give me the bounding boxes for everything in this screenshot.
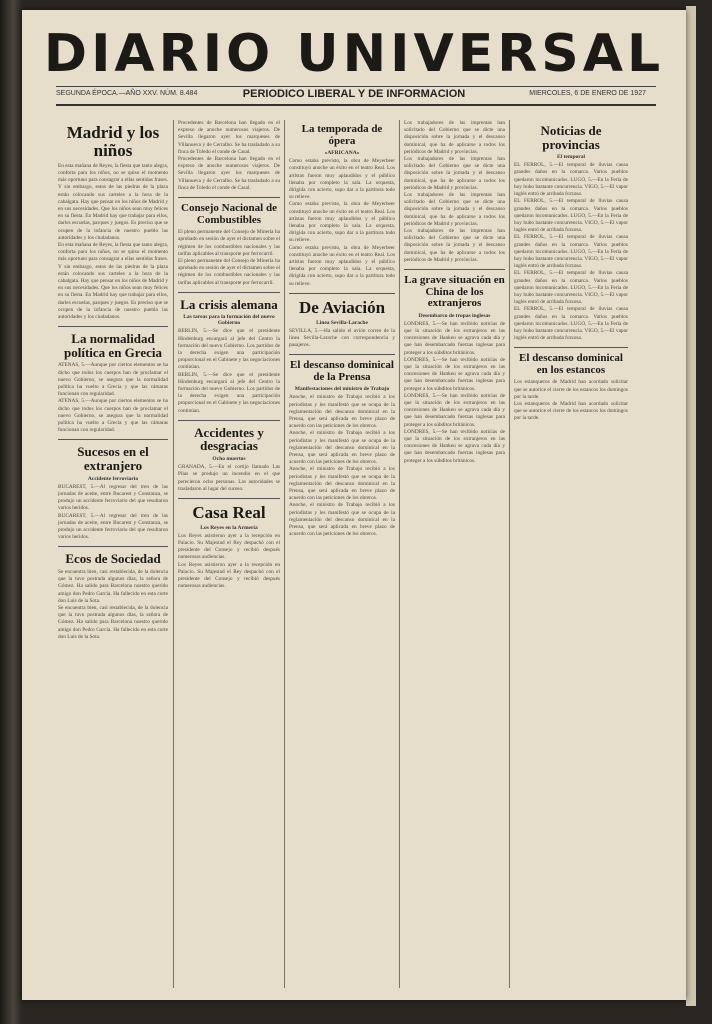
headline-casa-real: Casa Real (192, 502, 266, 522)
subheading: Las tareas para la formación del nuevo Gobierno (183, 314, 275, 327)
column-rule (509, 120, 510, 988)
article-text: Los trabajadores de las imprentas han solicitado del Gobierno que se dicte una disposición sobre la jornada y el descanso dominical, que ha de aplicarse a todos los periódicos de Madrid y provincias. (404, 228, 505, 263)
article-text: GRANADA, 5.—En el cortijo llamado Las Pilas se produjo un incendio en el que perecieron ocho personas. Las autoridades se trasladaron al lugar del suceso. (178, 464, 280, 492)
headline-ecos-sociedad: Ecos de Sociedad (65, 551, 161, 567)
subheading: Accidente ferroviario (87, 475, 139, 482)
article-text: El pleno permanente del Consejo de Minería ha aprobado en sesión de ayer el dictamen sobre el régimen de los combustibles nacionales y las tarifas aplicables al transporte por ferrocarril. (178, 257, 280, 286)
article-text: En esta mañana de Reyes, la fiesta que tanto alegra, conforta para los niños, no se quiso el momento más oportuno para consagrar a ellas sentidas frases. Y sin embargo, estos de las piedras de la plaza están colocando sus carteles a la hora de la cabalgata. Hay que pensar en los niños de Madrid y en sus necesidades. Que los niños sean muy felices en su fiesta. En Madrid hay que trabajar para ellos, darles escuelas, parques y juegos. Es preciso que se ocupen de la infancia de nuestro pueblo las autoridades y los ciudadanos. (58, 241, 168, 320)
article-text: Se encuentra bien, casi restablecida, de la dolencia que la tuvo postrada algunos días, la señora de Gómez. Ha salido para Barcelona nuestro querido amigo don Pedro García. Ha fallecido en esta corte don Luis de la Sota. (58, 605, 168, 640)
headline-descanso-estancos: El descanso dominical en los estancos (519, 352, 623, 376)
article-text: ATENAS, 5.—Aunque por ciertos elementos se ha dicho que todos los cuerpos han de proclamar el nuevo Gobierno, se asegura que la normalidad política ha vuelto a Grecia y que las cámaras funcionan con regularidad. (58, 398, 168, 434)
article-text: EL FERROL, 5.—El temporal de lluvias causa grandes daños en la comarca. Varios pueblos quedaron incomunicados. LUGO, 5.—En la Feria de hoy hubo bastante concurrencia. VIGO, 5.—El vapor inglés entró de arribada forzosa. (514, 270, 628, 306)
headline-aviacion: De Aviación (298, 297, 386, 317)
article-text: BUCAREST, 5.—Al regresar del tren de las jornadas de aceite, entre Bucarest y Constanza, se produjo un accidente ferroviario del que resultaron varios heridos. (58, 512, 168, 541)
subheading: Los Reyes en la Armería (200, 524, 258, 531)
article-separator (58, 439, 168, 440)
headline-crisis-alemana: La crisis alemana (180, 296, 278, 312)
article-text: Se encuentra bien, casi restablecida, de la dolencia que la tuvo postrada algunos días, la señora de Gómez. Ha salido para Barcelona nuestro querido amigo don Pedro García. Ha fallecido en esta corte don Luis de la Sota. (58, 569, 168, 604)
article-text: BERLIN, 5.—Se dice que el presidente Hindenburg encargará al jefe del Centro la formación del nuevo Gobierno. Los partidos de la derecha exigen una participación proporcional en el Gabinete y las negociaciones continúan. (178, 328, 280, 371)
column-rule (284, 120, 285, 988)
headline-accidentes: Accidentes y desgracias (194, 424, 264, 454)
column-2 (178, 120, 280, 990)
article-text: ATENAS, 5.—Aunque por ciertos elementos se ha dicho que todos los cuerpos han de proclamar el nuevo Gobierno, se asegura que la normalidad política ha vuelto a Grecia y que las cámaras funcionan con regularidad. (58, 362, 168, 398)
article-text: Como estaba previsto, la obra de Meyerbeer constituyó anoche un éxito en el teatro Real. Los artistas fueron muy aplaudidos y el público llenaba por completo la sala. La orquesta, dirigida con acierto, supo dar a la partitura todo su relieve. (289, 244, 395, 287)
article-text: Anoche, el ministro de Trabajo recibió a los periodistas y les manifestó que se ocupa de la reglamentación del descanso dominical en la Prensa, que será aplicada en breve plazo de acuerdo con las peticiones de los obreros. (289, 430, 395, 466)
headline-madrid-ninos: Madrid y los niños (66, 123, 160, 160)
article-text: Los trabajadores de las imprentas han solicitado del Gobierno que se dicte una disposición sobre la jornada y el descanso dominical, que ha de aplicarse a todos los periódicos de Madrid y provincias. (404, 192, 505, 227)
masthead-rule (56, 86, 656, 87)
column-3 (289, 120, 395, 990)
masthead-title: DIARIO UNIVERSAL (43, 24, 665, 84)
article-separator (178, 498, 280, 499)
article-text: Los estanqueros de Madrid han acordado solicitar que se autorice el cierre de los estancos los domingos por la tarde. (514, 401, 628, 422)
headline-consejo-combustibles: Consejo Nacional de Combustibles (181, 202, 277, 226)
column-1 (58, 120, 168, 990)
article-text: Como estaba previsto, la obra de Meyerbeer constituyó anoche un éxito en el teatro Real. Los artistas fueron muy aplaudidos y el público llenaba por completo la sala. La orquesta, dirigida con acierto, supo dar a la partitura todo su relieve. (289, 201, 395, 244)
article-separator (178, 292, 280, 293)
subheading: «AFRICANA» (324, 150, 360, 157)
article-text: LONDRES, 5.—Se han recibido noticias de que la situación de los extranjeros en las concesiones de Hankeu se agrava cada día y que han desembarcado fuerzas inglesas para proteger a los súbditos británicos. (404, 320, 505, 356)
article-text: Procedentes de Barcelona han llegado en el expreso de anoche numerosos viajeros. De Sevilla llegaron ayer los marqueses de Villanueva y de Cerralbo. Se ha trasladado a su finca de Toledo el conde de Casal. (178, 156, 280, 191)
page-edge (686, 6, 696, 1006)
article-text: Como estaba previsto, la obra de Meyerbeer constituyó anoche un éxito en el teatro Real. Los artistas fueron muy aplaudidos y el público llenaba por completo la sala. La orquesta, dirigida con acierto, supo dar a la partitura todo su relieve. (289, 158, 395, 201)
edition-info: SEGUNDA ÉPOCA.—AÑO XXV. NÚM. 8.484 (56, 90, 198, 97)
column-rule (173, 120, 174, 988)
article-text: LONDRES, 5.—Se han recibido noticias de que la situación de los extranjeros en las concesiones de Hankeu se agrava cada día y que han desembarcado fuerzas inglesas para proteger a los súbditos británicos. (404, 428, 505, 464)
date-line: MIERCOLES, 6 DE ENERO DE 1927 (529, 90, 646, 97)
subheading: Desembarco de tropas inglesas (418, 312, 491, 319)
article-text: EL FERROL, 5.—El temporal de lluvias causa grandes daños en la comarca. Varios pueblos quedaron incomunicados. LUGO, 5.—En la Feria de hoy hubo bastante concurrencia. VIGO, 5.—El vapor inglés entró de arribada forzosa. (514, 306, 628, 342)
article-separator (178, 420, 280, 421)
subheading: Manifestaciones del ministro de Trabajo (294, 386, 390, 393)
headline-temporada-opera: La temporada de ópera (301, 123, 383, 147)
article-separator (514, 347, 628, 348)
article-text: Anoche, el ministro de Trabajo recibió a los periodistas y les manifestó que se ocupa de la reglamentación del descanso dominical en la Prensa, que será aplicada en breve plazo de acuerdo con las peticiones de los obreros. (289, 466, 395, 502)
article-separator (289, 293, 395, 294)
article-text: Anoche, el ministro de Trabajo recibió a los periodistas y les manifestó que se ocupa de la reglamentación del descanso dominical en la Prensa, que será aplicada en breve plazo de acuerdo con las peticiones de los obreros. (289, 394, 395, 430)
subheading: Linea Sevilla-Larache (316, 319, 368, 326)
article-text: Los estanqueros de Madrid han acordado solicitar que se autorice el cierre de los estancos los domingos por la tarde. (514, 379, 628, 400)
column-5 (514, 120, 628, 990)
article-text: Los trabajadores de las imprentas han solicitado del Gobierno que se dicte una disposición sobre la jornada y el descanso dominical, que ha de aplicarse a todos los periódicos de Madrid y provincias. (404, 120, 505, 155)
article-text: En esta mañana de Reyes, la fiesta que tanto alegra, conforta para los niños, no se quiso el momento más oportuno para consagrar a ellas sentidas frases. Y sin embargo, estos de las piedras de la plaza están colocando sus carteles a la hora de la cabalgata. Hay que pensar en los niños de Madrid y en sus necesidades. Que los niños sean muy felices en su fiesta. En Madrid hay que trabajar para ellos, darles escuelas, parques y juegos. Es preciso que se ocupen de la infancia de nuestro pueblo las autoridades y los ciudadanos. (58, 162, 168, 241)
article-text: BERLIN, 5.—Se dice que el presidente Hindenburg encargará al jefe del Centro la formación del nuevo Gobierno. Los partidos de la derecha exigen una participación proporcional en el Gabinete y las negociaciones continúan. (178, 371, 280, 414)
subheading: Ocho muertos (212, 456, 246, 463)
article-text: Los Reyes asistieron ayer a la recepción en Palacio. Su Majestad el Rey despachó con el presidente del Consejo y recibió después numerosas audiencias. (178, 532, 280, 561)
article-separator (58, 326, 168, 327)
masthead-tagline: PERIODICO LIBERAL Y DE INFORMACION (242, 88, 466, 100)
article-text: LONDRES, 5.—Se han recibido noticias de que la situación de los extranjeros en las concesiones de Hankeu se agrava cada día y que han desembarcado fuerzas inglesas para proteger a los súbditos británicos. (404, 356, 505, 392)
article-separator (58, 546, 168, 547)
article-text: EL FERROL, 5.—El temporal de lluvias causa grandes daños en la comarca. Varios pueblos quedaron incomunicados. LUGO, 5.—En la Feria de hoy hubo bastante concurrencia. VIGO, 5.—El vapor inglés entró de arribada forzosa. (514, 234, 628, 270)
headline-china: La grave situación en China de los extranjeros (404, 274, 505, 310)
article-text: Los trabajadores de las imprentas han solicitado del Gobierno que se dicte una disposición sobre la jornada y el descanso dominical, que ha de aplicarse a todos los periódicos de Madrid y provincias. (404, 156, 505, 191)
headline-noticias-provincias: Noticias de provincias (540, 123, 602, 152)
headline-grecia: La normalidad política en Grecia (64, 331, 162, 360)
binder-edge (0, 0, 22, 1024)
article-separator (289, 354, 395, 355)
article-text: LONDRES, 5.—Se han recibido noticias de que la situación de los extranjeros en las concesiones de Hankeu se agrava cada día y que han desembarcado fuerzas inglesas para proteger a los súbditos británicos. (404, 392, 505, 428)
headline-sucesos: Sucesos en el extranjero (77, 444, 149, 474)
article-text: Procedentes de Barcelona han llegado en el expreso de anoche numerosos viajeros. De Sevilla llegaron ayer los marqueses de Villanueva y de Cerralbo. Se ha trasladado a su finca de Toledo el conde de Casal. (178, 120, 280, 155)
article-separator (404, 269, 505, 270)
article-text: BUCAREST, 5.—Al regresar del tren de las jornadas de aceite, entre Bucarest y Constanza, se produjo un accidente ferroviario del que resultaron varios heridos. (58, 483, 168, 512)
headline-descanso-prensa: El descanso dominical de la Prensa (290, 359, 394, 383)
column-rule (399, 120, 400, 988)
column-4 (404, 120, 505, 990)
article-text: Los Reyes asistieron ayer a la recepción en Palacio. Su Majestad el Rey despachó con el presidente del Consejo y recibió después numerosas audiencias. (178, 561, 280, 590)
article-text: SEVILLA, 5.—Ha salido el avión correo de la línea Sevilla-Larache con correspondencia y pasajeros. (289, 327, 395, 348)
subheading: El temporal (557, 154, 585, 161)
newspaper-page (22, 10, 686, 1000)
article-text: EL FERROL, 5.—El temporal de lluvias causa grandes daños en la comarca. Varios pueblos quedaron incomunicados. LUGO, 5.—En la Feria de hoy hubo bastante concurrencia. VIGO, 5.—El vapor inglés entró de arribada forzosa. (514, 198, 628, 234)
header-rule (56, 104, 656, 106)
article-text: El pleno permanente del Consejo de Minería ha aprobado en sesión de ayer el dictamen sobre el régimen de los combustibles nacionales y las tarifas aplicables al transporte por ferrocarril. (178, 229, 280, 257)
article-text: Anoche, el ministro de Trabajo recibió a los periodistas y les manifestó que se ocupa de la reglamentación del descanso dominical en la Prensa, que será aplicada en breve plazo de acuerdo con las peticiones de los obreros. (289, 502, 395, 538)
article-text: EL FERROL, 5.—El temporal de lluvias causa grandes daños en la comarca. Varios pueblos quedaron incomunicados. LUGO, 5.—En la Feria de hoy hubo bastante concurrencia. VIGO, 5.—El vapor inglés entró de arribada forzosa. (514, 162, 628, 198)
article-separator (178, 197, 280, 198)
